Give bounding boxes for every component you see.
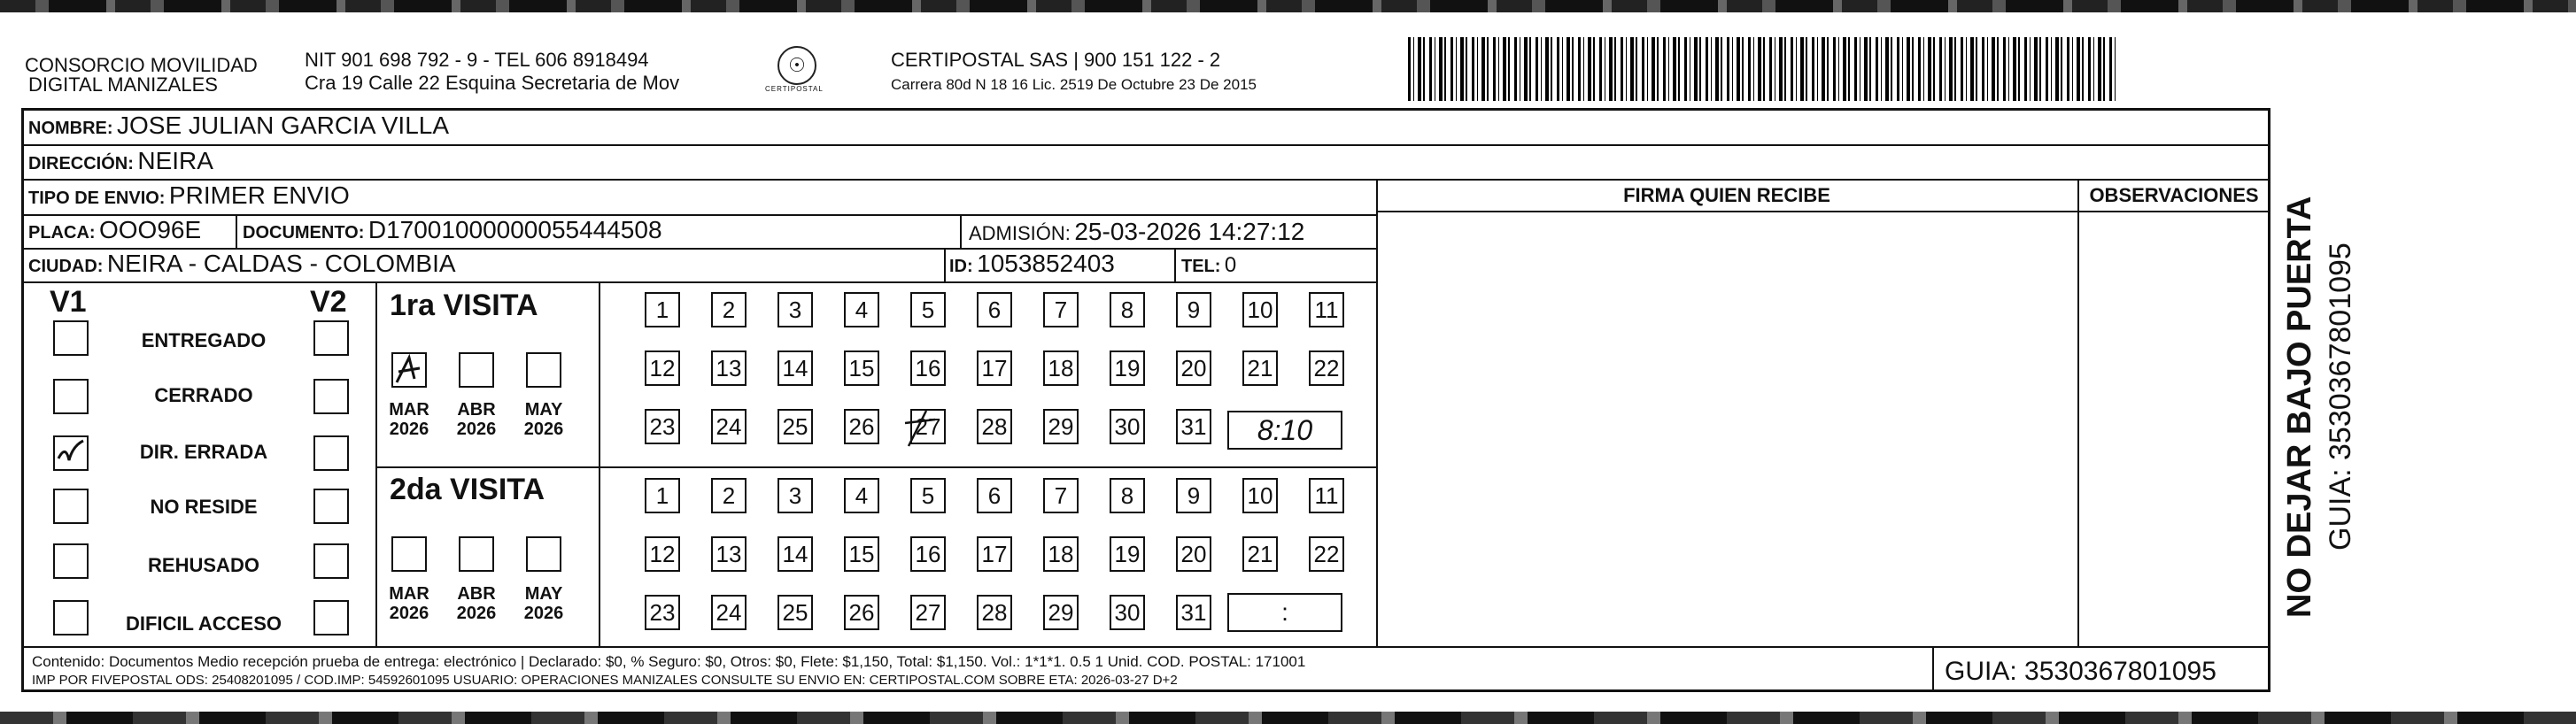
- org-nit: NIT 901 698 792 - 9 - TEL 606 8918494: [305, 49, 649, 71]
- v1-month-mar: [383, 400, 436, 439]
- placa-value: OOO96E: [99, 216, 202, 243]
- v2-cerrado-checkbox[interactable]: [313, 379, 349, 414]
- id-cell: [949, 250, 1115, 278]
- month-label: MAR: [389, 400, 429, 420]
- tel-label: TEL:: [1181, 257, 1221, 276]
- firma-label: FIRMA QUIEN RECIBE: [1623, 184, 1830, 206]
- first-visit-day-29[interactable]: 29: [1043, 409, 1079, 444]
- second-visit-day-11[interactable]: 11: [1309, 478, 1344, 513]
- second-visit-day-17[interactable]: 17: [977, 536, 1012, 572]
- second-visit-day-30[interactable]: 30: [1110, 595, 1145, 630]
- tipo-envio-label: TIPO DE ENVIO:: [28, 189, 166, 208]
- first-visit-day-3[interactable]: 3: [777, 292, 813, 327]
- first-visit-day-9[interactable]: 9: [1176, 292, 1211, 327]
- first-visit-day-7[interactable]: 7: [1043, 292, 1079, 327]
- first-visit-day-5[interactable]: 5: [910, 292, 946, 327]
- admision-label: ADMISIÓN:: [969, 222, 1071, 244]
- v1-month-may: [517, 400, 570, 439]
- month-label: MAY: [524, 584, 563, 604]
- tipo-envio-value: PRIMER ENVIO: [168, 181, 350, 209]
- v1-month-may-checkbox[interactable]: [526, 352, 561, 388]
- v1-dir-errada-checkbox[interactable]: [53, 435, 89, 471]
- v1-entregado-checkbox[interactable]: [53, 320, 89, 356]
- tel-cell: [1181, 253, 1236, 278]
- bottom-tear-edge: [0, 712, 2576, 724]
- status-rehusado: REHUSADO: [148, 554, 259, 576]
- admision-cell: [969, 218, 1304, 246]
- nombre-label: NOMBRE:: [28, 119, 113, 138]
- logo-text: CERTIPOSTAL: [765, 85, 824, 93]
- first-visit-day-17[interactable]: 17: [977, 350, 1012, 386]
- first-visit-day-19[interactable]: 19: [1110, 350, 1145, 386]
- top-tear-edge: [0, 0, 2576, 12]
- v2-month-mar-checkbox[interactable]: [391, 536, 427, 572]
- first-visit-day-4[interactable]: 4: [844, 292, 879, 327]
- second-visit-day-13[interactable]: 13: [711, 536, 746, 572]
- first-visit-day-30[interactable]: 30: [1110, 409, 1145, 444]
- admision-value: 25-03-2026 14:27:12: [1074, 218, 1305, 245]
- first-visit-day-12[interactable]: 12: [645, 350, 680, 386]
- v2-month-may: [517, 584, 570, 623]
- first-visit-day-6[interactable]: 6: [977, 292, 1012, 327]
- first-visit-time[interactable]: 8:10: [1227, 411, 1342, 450]
- observaciones-label: OBSERVACIONES: [2089, 184, 2259, 206]
- placa-cell: [28, 216, 201, 244]
- second-visit-day-23[interactable]: 23: [645, 595, 680, 630]
- first-visit-day-1[interactable]: 1: [645, 292, 680, 327]
- side-guia: GUIA: 3530367801095: [2324, 243, 2357, 551]
- documento-label: DOCUMENTO:: [243, 223, 365, 243]
- year-label: 2026: [456, 420, 497, 439]
- direccion-value: NEIRA: [137, 147, 213, 174]
- id-value: 1053852403: [977, 250, 1115, 277]
- nombre-value: JOSE JULIAN GARCIA VILLA: [117, 112, 450, 139]
- id-label: ID:: [949, 257, 973, 276]
- second-visit-day-28[interactable]: 28: [977, 595, 1012, 630]
- first-visit-day-31[interactable]: 31: [1176, 409, 1211, 444]
- tipo-envio-row: [28, 181, 350, 210]
- second-visit-day-20[interactable]: 20: [1176, 536, 1211, 572]
- second-visit-day-9[interactable]: 9: [1176, 478, 1211, 513]
- documento-cell: [243, 216, 662, 244]
- nombre-row: [28, 112, 449, 140]
- v2-rehusado-checkbox[interactable]: [313, 543, 349, 579]
- second-visit-day-19[interactable]: 19: [1110, 536, 1145, 572]
- second-visit-day-2[interactable]: 2: [711, 478, 746, 513]
- direccion-label: DIRECCIÓN:: [28, 154, 134, 173]
- footer-content-line: Contenido: Documentos Medio recepción prueba de entrega: electrónico | Declarado: $0, % Seguro: $0, Otros: $0, Flete: $1,150, Total: $1,150. Vol.: 1*1*1. 0.5 1 Unid. COD. POSTAL: 171001: [32, 653, 1306, 670]
- second-visit-day-1[interactable]: 1: [645, 478, 680, 513]
- footer-guia: GUIA: 3530367801095: [1945, 657, 2216, 686]
- second-visit-day-12[interactable]: 12: [645, 536, 680, 572]
- check-mark-icon: [55, 437, 87, 469]
- first-visit-title: 1ra VISITA: [390, 289, 538, 322]
- company-address: Carrera 80d N 18 16 Lic. 2519 De Octubre 23 De 2015: [891, 76, 1257, 93]
- v2-month-abr-checkbox[interactable]: [459, 536, 494, 572]
- handwritten-mark-icon: [900, 407, 944, 451]
- first-visit-day-27[interactable]: 27: [910, 409, 946, 444]
- first-visit-day-25[interactable]: 25: [777, 409, 813, 444]
- first-visit-day-21[interactable]: 21: [1242, 350, 1278, 386]
- first-visit-day-23[interactable]: 23: [645, 409, 680, 444]
- second-visit-day-6[interactable]: 6: [977, 478, 1012, 513]
- first-visit-day-26[interactable]: 26: [844, 409, 879, 444]
- certipostal-logo-icon: ☉: [777, 46, 816, 85]
- second-visit-day-3[interactable]: 3: [777, 478, 813, 513]
- second-visit-time[interactable]: :: [1227, 593, 1342, 632]
- second-visit-day-24[interactable]: 24: [711, 595, 746, 630]
- v1-cerrado-checkbox[interactable]: [53, 379, 89, 414]
- v1-dificil-acceso-checkbox[interactable]: [53, 600, 89, 635]
- v2-month-mar: [383, 584, 436, 623]
- second-visit-day-29[interactable]: 29: [1043, 595, 1079, 630]
- first-visit-day-18[interactable]: 18: [1043, 350, 1079, 386]
- firma-area[interactable]: [1380, 214, 2074, 643]
- first-visit-day-13[interactable]: 13: [711, 350, 746, 386]
- first-visit-day-22[interactable]: 22: [1309, 350, 1344, 386]
- status-dificil-acceso: DIFICIL ACCESO: [125, 612, 282, 635]
- status-dir-errada: DIR. ERRADA: [139, 441, 268, 463]
- first-visit-day-24[interactable]: 24: [711, 409, 746, 444]
- month-label: ABR: [457, 584, 496, 604]
- month-label: MAR: [389, 584, 429, 604]
- check-mark-icon: [393, 354, 425, 386]
- footer-print-line: IMP POR FIVEPOSTAL ODS: 25408201095 / COD.IMP: 54592601095 USUARIO: OPERACIONES MANIZALES CONSULTE SU ENVIO EN: CERTIPOSTAL.COM SOBRE ETA: 2026-03-27 D+2: [32, 673, 1178, 688]
- status-entregado: ENTREGADO: [141, 329, 267, 351]
- v2-month-abr: [450, 584, 503, 623]
- org-name-line1: CONSORCIO MOVILIDAD: [25, 54, 258, 76]
- second-visit-day-31[interactable]: 31: [1176, 595, 1211, 630]
- second-visit-day-27[interactable]: 27: [910, 595, 946, 630]
- second-visit-title: 2da VISITA: [390, 473, 545, 506]
- second-visit-day-16[interactable]: 16: [910, 536, 946, 572]
- tel-value: 0: [1224, 253, 1237, 277]
- first-visit-day-11[interactable]: 11: [1309, 292, 1344, 327]
- status-cerrado: CERRADO: [154, 384, 253, 406]
- v2-dificil-acceso-checkbox[interactable]: [313, 600, 349, 635]
- v1-rehusado-checkbox[interactable]: [53, 543, 89, 579]
- first-visit-day-15[interactable]: 15: [844, 350, 879, 386]
- ciudad-value: NEIRA - CALDAS - COLOMBIA: [106, 250, 456, 277]
- first-visit-day-8[interactable]: 8: [1110, 292, 1145, 327]
- status-no-reside: NO RESIDE: [150, 496, 258, 518]
- ciudad-label: CIUDAD:: [28, 257, 104, 276]
- v2-dir-errada-checkbox[interactable]: [313, 435, 349, 471]
- second-visit-day-18[interactable]: 18: [1043, 536, 1079, 572]
- first-visit-day-20[interactable]: 20: [1176, 350, 1211, 386]
- v1-label: V1: [50, 285, 87, 319]
- documento-value: D17001000000055444508: [367, 216, 662, 243]
- year-label: 2026: [456, 604, 497, 623]
- second-visit-day-22[interactable]: 22: [1309, 536, 1344, 572]
- first-visit-day-2[interactable]: 2: [711, 292, 746, 327]
- second-visit-day-26[interactable]: 26: [844, 595, 879, 630]
- first-visit-day-14[interactable]: 14: [777, 350, 813, 386]
- second-visit-day-7[interactable]: 7: [1043, 478, 1079, 513]
- v1-month-abr: [450, 400, 503, 439]
- year-label: 2026: [389, 420, 429, 439]
- second-visit-day-21[interactable]: 21: [1242, 536, 1278, 572]
- first-visit-day-10[interactable]: 10: [1242, 292, 1278, 327]
- company-name: CERTIPOSTAL SAS | 900 151 122 - 2: [891, 49, 1221, 71]
- year-label: 2026: [389, 604, 429, 623]
- first-visit-day-28[interactable]: 28: [977, 409, 1012, 444]
- v2-month-may-checkbox[interactable]: [526, 536, 561, 572]
- ciudad-row: [28, 250, 456, 278]
- month-label: MAY: [524, 400, 563, 420]
- second-visit-day-5[interactable]: 5: [910, 478, 946, 513]
- month-label: ABR: [457, 400, 496, 420]
- v2-no-reside-checkbox[interactable]: [313, 489, 349, 524]
- v2-label: V2: [310, 285, 347, 319]
- year-label: 2026: [523, 604, 564, 623]
- second-visit-day-15[interactable]: 15: [844, 536, 879, 572]
- second-visit-day-8[interactable]: 8: [1110, 478, 1145, 513]
- direccion-row: [28, 147, 213, 175]
- year-label: 2026: [523, 420, 564, 439]
- v2-entregado-checkbox[interactable]: [313, 320, 349, 356]
- first-visit-day-16[interactable]: 16: [910, 350, 946, 386]
- no-dejar-bajo-puerta: NO DEJAR BAJO PUERTA: [2281, 196, 2318, 618]
- second-visit-day-14[interactable]: 14: [777, 536, 813, 572]
- barcode: [1408, 37, 2116, 101]
- org-name-line2: DIGITAL MANIZALES: [28, 73, 218, 96]
- second-visit-day-10[interactable]: 10: [1242, 478, 1278, 513]
- second-visit-day-4[interactable]: 4: [844, 478, 879, 513]
- v1-month-mar-checkbox[interactable]: [391, 352, 427, 388]
- v1-month-abr-checkbox[interactable]: [459, 352, 494, 388]
- v1-no-reside-checkbox[interactable]: [53, 489, 89, 524]
- observaciones-area[interactable]: [2081, 214, 2267, 643]
- second-visit-day-25[interactable]: 25: [777, 595, 813, 630]
- placa-label: PLACA:: [28, 223, 96, 243]
- org-address: Cra 19 Calle 22 Esquina Secretaria de Mov: [305, 72, 680, 94]
